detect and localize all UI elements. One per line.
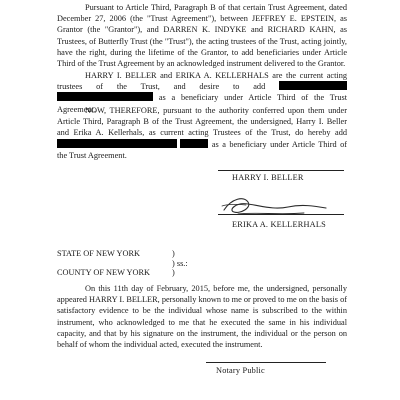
notary-signature-line — [206, 362, 326, 363]
signatory-name-beller: HARRY I. BELLER — [232, 173, 304, 182]
venue-state: STATE OF NEW YORK — [57, 249, 140, 258]
notary-label: Notary Public — [216, 366, 265, 375]
paragraph-now-therefore — [57, 105, 347, 161]
signatory-name-kellerhals: ERIKA A. KELLERHALS — [232, 220, 326, 229]
paragraph-current-trustees-text: HARRY I. BELLER and ERIKA A. KELLERHALS are the current acting trustees of the Trust, and desire to add — [57, 71, 347, 92]
paragraph-current-trustees-text-end: as a beneficiary under Article Third of the Trust Agreement. — [57, 93, 348, 114]
redaction-bar — [180, 139, 208, 148]
signature-line-kellerhals — [218, 214, 344, 215]
venue-bracket: ) — [172, 249, 175, 258]
paragraph-now-therefore-text-end: as a beneficiary under Article Third of the Trust Agreement. — [57, 139, 348, 160]
redaction-bar — [57, 92, 153, 101]
redaction-bar — [279, 81, 347, 90]
venue-bracket: ) — [172, 268, 175, 277]
paragraph-authority-text: Pursuant to Article Third, Paragraph B of that certain Trust Agreement, dated December 27, 2006 (the "Trust Agreement"), between JEFFREY E. EPSTEIN, as Grantor (the "Grantor"), and DARREN K. INDYKE and RICHARD KAHN, as Trustees, of Butterfly Trust (the "Trust"), the acting trustees of the Trust, acting jointly, have the right, during the lifetime of the Grantor, to add beneficiaries under Article Third of the Trust Agreement by an acknowledged instrument delivered to the Grantor. — [57, 3, 347, 69]
paragraph-authority — [57, 2, 347, 69]
venue-ss: ) ss.: — [172, 259, 188, 268]
paragraph-acknowledgment-text: On this 11th day of February, 2015, before me, the undersigned, personally appeared HARRY I. BELLER, personally known to me or proved to me on the basis of satisfactory evidence to be the individual whose name is subscribed to the within instrument, who acknowledged to me that he executed the same in his individual capacity, and that by his signature on the instrument, the individual or the person on behalf of whom the individual acted, executed the instrument. — [57, 284, 347, 350]
venue-county: COUNTY OF NEW YORK — [57, 268, 151, 277]
signature-line-beller — [218, 170, 344, 171]
signature-kellerhals — [218, 192, 338, 222]
paragraph-now-therefore-text: NOW, THEREFORE, pursuant to the authority conferred upon them under Article Third, Paragraph B of the Trust Agreement, the undersigned, Harry I. Beller and Erika A. Kellerhals, as current acting Trustees of the Trust, do hereby add — [57, 106, 347, 138]
redaction-bar — [57, 139, 177, 148]
paragraph-acknowledgment — [57, 283, 347, 350]
